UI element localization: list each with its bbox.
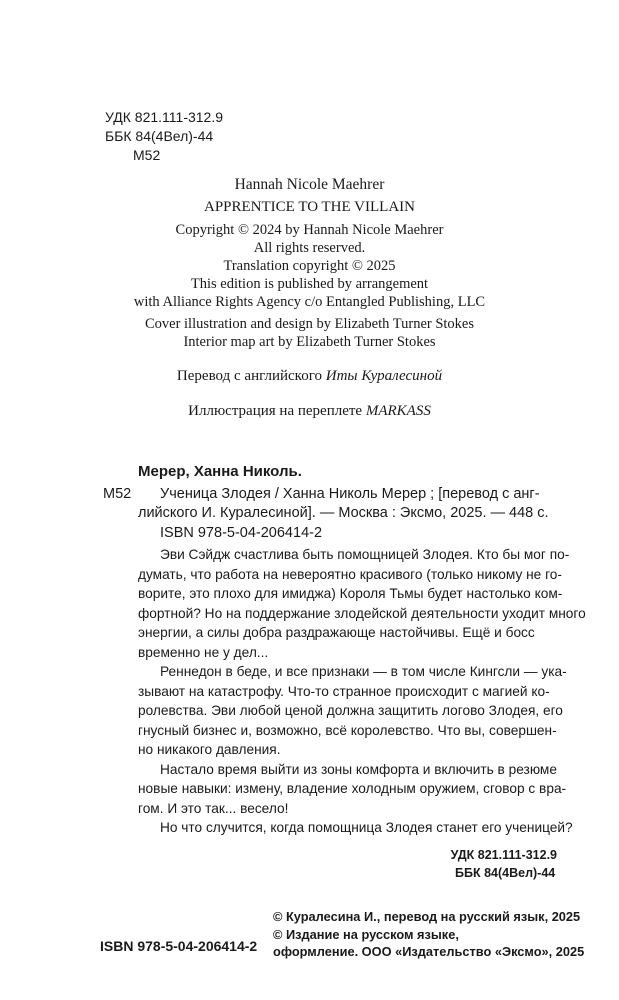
agency-line: with Alliance Rights Agency c/o Entangled Publishing, LLC: [133, 294, 486, 310]
copyright-line: Copyright © 2024 by Hannah Nicole Maehrer: [175, 222, 444, 238]
udk-code: УДК 821.111-312.9: [105, 109, 224, 125]
bbk-code-bottom: ББК 84(4Вел)-44: [455, 866, 556, 880]
annotation-line: думать, что работа на невероятно красивого (только никому не го-: [138, 566, 562, 582]
annotation-line: временно не у дел...: [138, 644, 269, 660]
annotation-line: Настало время выйти из зоны комфорта и включить в резюме: [160, 761, 557, 777]
annotation-line: ворите, это плохо для имиджа) Короля Тьмы будет настолько ком-: [138, 586, 563, 601]
translation-credit: [0, 368, 619, 385]
copyright-translation: © Куралесина И., перевод на русский язык, 2025: [273, 909, 581, 924]
annotation-line: энергии, а силы добра раздражающе настойчивы. Ещё и босс: [138, 625, 535, 640]
annotation-line: фортной? Но на поддержание злодейской деятельности уходит много: [138, 605, 586, 621]
bbk-code: ББК 84(4Вел)-44: [105, 128, 214, 144]
annotation-line: гнусный бизнес и, возможно, всё королевство. Что вы, совершен-: [138, 722, 557, 738]
catalog-description-line: Ученица Злодея / Ханна Николь Мерер ; [перевод с анг-: [160, 486, 540, 502]
translation-prefix: Перевод с английского: [176, 368, 326, 384]
catalog-mark: М52: [103, 486, 132, 502]
annotation-line: ролевства. Эви любой ценой должна защитить логово Злодея, его: [138, 703, 563, 718]
illustration-credit: [0, 403, 619, 420]
annotation-line: Реннедон в беде, и все признаки — в том числе Кингсли — ука-: [160, 664, 567, 679]
author-mark: М52: [133, 147, 161, 163]
rights-line: All rights reserved.: [253, 240, 366, 256]
catalog-heading: Мерер, Ханна Николь.: [138, 463, 302, 480]
arrangement-line: This edition is published by arrangement: [190, 276, 429, 292]
annotation-line: новые навыки: измену, владение холодным оружием, сговор с вра-: [138, 781, 567, 796]
copyright-design: оформление. ООО «Издательство «Эксмо», 2025: [273, 944, 585, 959]
annotation-line: Эви Сэйдж счастлива быть помощницей Злодея. Кто бы мог по-: [160, 547, 570, 562]
annotation-line: зывают на катастрофу. Что-то странное происходит с магией ко-: [138, 683, 550, 699]
annotation-line: но никакого давления.: [138, 742, 281, 757]
annotation-line: Но что случится, когда помощница Злодея станет его ученицей?: [160, 820, 573, 835]
translation-copyright-line: Translation copyright © 2025: [223, 258, 396, 274]
annotation-line: гом. И это так... весело!: [138, 800, 289, 816]
copyright-edition: © Издание на русском языке,: [273, 927, 459, 942]
catalog-isbn: ISBN 978-5-04-206414-2: [160, 525, 323, 541]
map-credit-line: Interior map art by Elizabeth Turner Stokes: [183, 334, 436, 350]
original-title: APPRENTICE TO THE VILLAIN: [204, 199, 415, 215]
cover-credit-line: Cover illustration and design by Elizabeth Turner Stokes: [144, 316, 475, 332]
catalog-description-line: лийского И. Куралесиной]. — Москва : Эксмо, 2025. — 448 с.: [138, 505, 549, 521]
illustration-prefix: Иллюстрация на переплете: [188, 403, 366, 419]
translator-name: Иты Куралесиной: [325, 368, 443, 384]
illustrator-name: MARKASS: [365, 403, 431, 419]
original-author: Hannah Nicole Maehrer: [234, 176, 385, 193]
footer-isbn: ISBN 978-5-04-206414-2: [100, 938, 258, 954]
udk-code-bottom: УДК 821.111-312.9: [450, 848, 557, 862]
